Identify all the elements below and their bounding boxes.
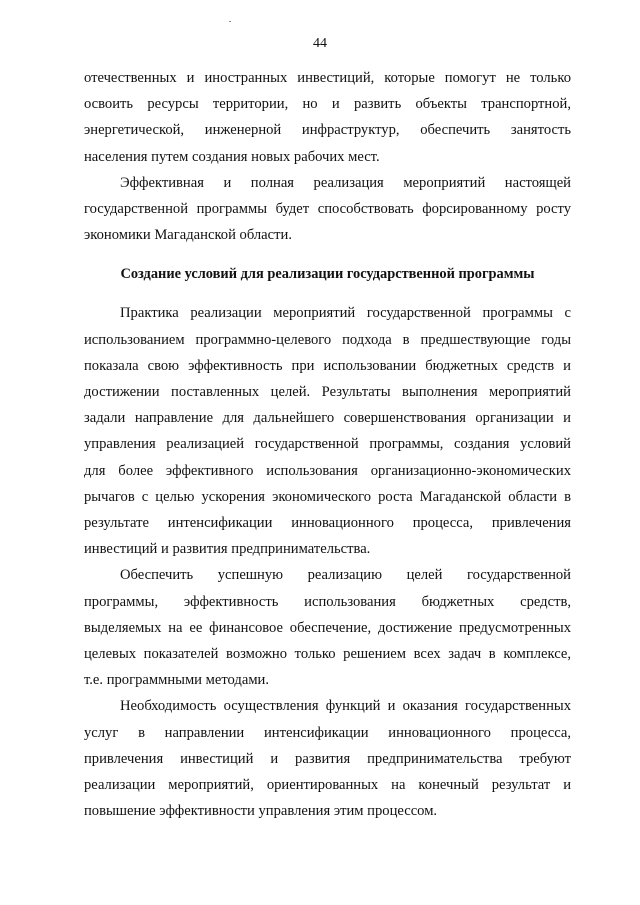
paragraph-3-line-10: инвестиций и развития предпринимательства. <box>84 541 371 558</box>
paragraph-4 <box>84 562 571 693</box>
paragraph-5-line-4: реализации мероприятий, ориентированных на конечный результат и <box>84 777 571 794</box>
paragraph-3-line-5: задали направление для дальнейшего совершенствования организации и <box>84 410 571 427</box>
paragraph-2-line-2: государственной программы будет способствовать форсированному росту <box>84 201 571 218</box>
paragraph-4-line-4: целевых показателей возможно только решением всех задач в комплексе, <box>84 646 571 663</box>
page-number: 44 <box>313 36 327 51</box>
paragraph-1-line-2: освоить ресурсы территории, но и развить объекты транспортной, <box>84 96 571 113</box>
paragraph-4-line-2: программы, эффективность использования бюджетных средств, <box>84 593 571 610</box>
paragraph-5-line-5: повышение эффективности управления этим процессом. <box>84 803 438 820</box>
paragraph-1-line-3: энергетической, инженерной инфраструктур, обеспечить занятость <box>84 122 571 139</box>
paragraph-4-line-3: выделяемых на ее финансовое обеспечение, достижение предусмотренных <box>84 619 571 636</box>
document-body <box>84 65 571 824</box>
paragraph-3-line-6: управления реализацией государственной программы, создания условий <box>84 436 571 453</box>
paragraph-2-line-3: экономики Магаданской области. <box>84 227 292 244</box>
paragraph-3-line-7: для более эффективного использования организационно-экономических <box>84 462 571 479</box>
paragraph-5-line-1: Необходимость осуществления функций и оказания государственных <box>120 698 571 715</box>
paragraph-5 <box>84 693 571 824</box>
paragraph-1 <box>84 65 571 170</box>
paragraph-2-line-1: Эффективная и полная реализация мероприятий настоящей <box>120 174 571 191</box>
paragraph-3-line-4: достижении поставленных целей. Результаты выполнения мероприятий <box>84 384 571 401</box>
paragraph-4-line-1: Обеспечить успешную реализацию целей государственной <box>120 567 571 584</box>
paragraph-3-line-9: результате интенсификации инновационного процесса, привлечения <box>84 515 571 532</box>
section-heading: Создание условий для реализации государственной программы <box>120 266 535 283</box>
paragraph-5-line-2: услуг в направлении интенсификации инновационного процесса, <box>84 724 571 741</box>
paragraph-4-line-5: т.е. программными методами. <box>84 672 270 689</box>
paragraph-5-line-3: привлечения инвестиций и развития предпринимательства требуют <box>84 750 571 767</box>
paragraph-3 <box>84 300 571 562</box>
paragraph-3-line-1: Практика реализации мероприятий государственной программы с <box>120 305 571 322</box>
paragraph-3-line-2: использованием программно-целевого подхода в предшествующие годы <box>84 331 571 348</box>
paragraph-3-line-3: показала свою эффективность при использовании бюджетных средств и <box>84 357 571 374</box>
paragraph-1-line-1: отечественных и иностранных инвестиций, которые помогут не только <box>84 70 571 86</box>
paragraph-3-line-8: рычагов с целью ускорения экономического роста Магаданской области в <box>84 488 571 505</box>
paragraph-2 <box>84 170 571 249</box>
paragraph-1-line-4: населения путем создания новых рабочих мест. <box>84 148 380 165</box>
scan-mark <box>229 21 231 22</box>
